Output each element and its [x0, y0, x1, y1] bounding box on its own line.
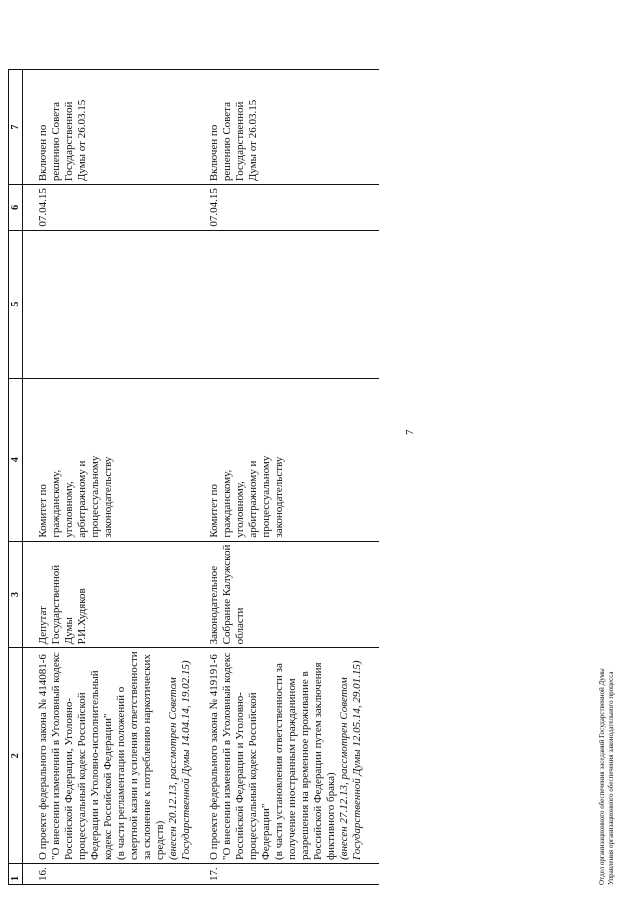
committee-cell: [33, 378, 204, 541]
bill-note-line: (внесен 27.12.13, рассмотрен Советом: [338, 677, 350, 860]
bill-title-line: (в части регламентации положений о: [115, 686, 127, 860]
author-line: Р.И.Худяков: [76, 588, 88, 645]
column-5-cell: [33, 230, 204, 378]
author-line: Законодательное: [208, 565, 220, 645]
decision-line: решению Совета: [221, 102, 233, 182]
date-cell: 07.04.15: [33, 185, 204, 231]
row-number: 16.: [33, 864, 204, 885]
decision-line: Включен по: [37, 124, 49, 182]
bill-title-line: Российской Федерации и Уголовно-: [234, 692, 246, 860]
bill-title-line: получение иностранным гражданином: [286, 678, 298, 860]
column-header: 3: [9, 541, 23, 648]
decision-line: решению Совета: [50, 102, 62, 182]
column-5-cell: [204, 230, 379, 378]
table-row: [204, 70, 379, 885]
bill-title-cell: [204, 648, 379, 864]
committee-line: уголовному,: [234, 481, 246, 538]
bill-title-line: (в части установления ответственности за: [273, 663, 285, 860]
footer: [598, 668, 616, 885]
bill-title-line: "О внесении изменений в Уголовный кодекс: [221, 652, 233, 860]
row-number: 17.: [204, 864, 379, 885]
author-line: Депутат: [37, 606, 49, 645]
footer-line: Управления организационного обеспечения законодательного процесса: [607, 671, 615, 885]
date-cell: 07.04.15: [204, 185, 379, 231]
author-line: области: [234, 607, 246, 645]
decision-line: Включен по: [208, 124, 220, 182]
author-line: Государственной: [50, 564, 62, 645]
bill-title-line: Федерации": [260, 803, 272, 860]
committee-line: процессуальному: [89, 455, 101, 538]
bill-note-line: Государственной Думы 12.05.14, 29.01.15): [351, 660, 363, 860]
decision-line: Думы от 26.03.15: [247, 99, 259, 182]
author-line: Собрание Калужской: [221, 544, 233, 645]
bills-table: [8, 69, 379, 885]
bill-title-line: процессуальный кодекс Российской: [247, 692, 259, 860]
committee-line: уголовному,: [63, 481, 75, 538]
bill-note-line: Государственной Думы 14.04.14, 19.02.15): [180, 660, 192, 860]
column-header: 5: [9, 230, 23, 378]
decision-line: Думы от 26.03.15: [76, 99, 88, 182]
footer-line: Отдел организационного обеспечения заседаний Государственной Думы: [598, 668, 606, 885]
decision-line: Государственной: [234, 101, 246, 182]
bill-title-line: фиктивного брака): [325, 772, 337, 860]
bill-title-line: Российской Федерации путем заключения: [312, 662, 324, 860]
committee-line: Комитет по: [208, 484, 220, 538]
decision-cell: [204, 70, 379, 185]
bill-title-line: Российской Федерации, Уголовно-: [63, 697, 75, 860]
table-row: [33, 70, 204, 885]
committee-cell: [204, 378, 379, 541]
page-number: 7: [404, 429, 416, 435]
decision-line: Государственной: [63, 101, 75, 182]
author-cell: [33, 541, 204, 648]
table-header-row: [9, 70, 23, 885]
committee-line: арбитражному и: [76, 460, 88, 538]
committee-line: гражданскому,: [221, 469, 233, 538]
bill-title-line: кодекс Российской Федерации": [102, 713, 114, 860]
author-cell: [204, 541, 379, 648]
bill-title-line: средств): [154, 820, 166, 860]
decision-cell: [33, 70, 204, 185]
committee-line: законодательству: [102, 456, 114, 538]
committee-line: процессуальному: [260, 455, 272, 538]
bill-title-cell: [33, 648, 204, 864]
column-header: 2: [9, 648, 23, 864]
committee-line: арбитражному и: [247, 460, 259, 538]
bill-title-line: смертной казни и усиления ответственности: [128, 651, 140, 860]
bill-title-line: Федерации и Уголовно-исполнительный: [89, 670, 101, 860]
committee-line: гражданскому,: [50, 469, 62, 538]
column-header: 1: [9, 864, 23, 885]
committee-line: Комитет по: [37, 484, 49, 538]
bill-title-line: "О внесении изменений в Уголовный кодекс: [50, 652, 62, 860]
committee-line: законодательству: [273, 456, 285, 538]
bill-title-line: разрешения на временное проживание в: [299, 671, 311, 860]
author-line: Думы: [63, 617, 75, 645]
bill-title-line: за склонение к потреблению наркотических: [141, 654, 153, 860]
bill-note-line: (внесен 20.12.13, рассмотрен Советом: [167, 677, 179, 860]
column-header: 7: [9, 70, 23, 185]
bill-title-line: процессуальный кодекс Российской: [76, 692, 88, 860]
column-header: 6: [9, 185, 23, 231]
bill-title-line: О проекте федерального закона № 414081-6: [37, 654, 49, 860]
column-header: 4: [9, 378, 23, 541]
bill-title-line: О проекте федерального закона № 419191-6: [208, 654, 220, 860]
